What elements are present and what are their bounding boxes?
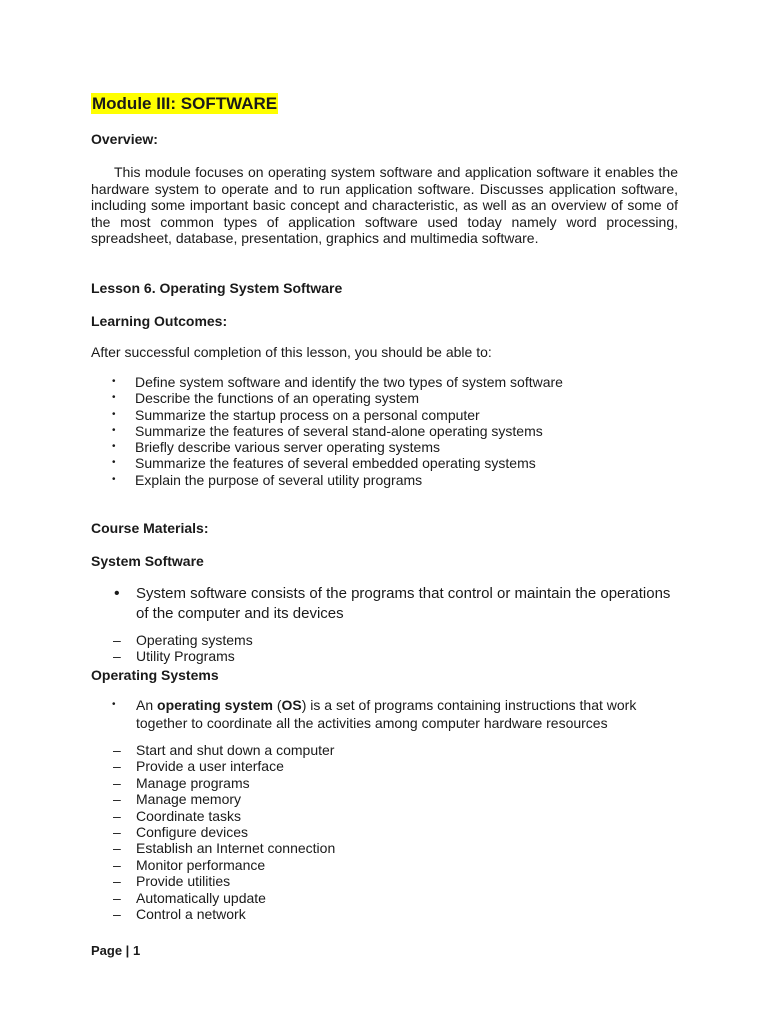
function-text: Manage programs [136, 774, 250, 791]
list-item [112, 455, 563, 471]
outcome-text: Define system software and identify the two types of system software [135, 374, 563, 390]
bullet-icon: • [112, 441, 116, 453]
dash-icon: – [113, 856, 121, 873]
list-item [113, 857, 335, 873]
os-definition-prefix: An [136, 697, 158, 713]
function-text: Provide a user interface [136, 758, 284, 775]
list-item [112, 439, 563, 455]
dash-icon: – [113, 807, 121, 824]
bullet-icon: • [112, 376, 116, 387]
list-item [112, 423, 563, 439]
list-item [113, 906, 335, 922]
system-software-types-list [113, 632, 253, 665]
list-item [113, 840, 335, 856]
os-functions-list [113, 742, 335, 922]
system-software-definition-text: System software consists of the programs that control or maintain the operations of the computer and its devices [136, 585, 671, 622]
bullet-icon: • [112, 699, 116, 710]
bullet-icon: • [112, 457, 116, 469]
list-item [112, 374, 563, 390]
page-number: 1 [132, 943, 141, 958]
function-text: Coordinate tasks [136, 807, 242, 824]
list-item [113, 758, 335, 774]
type-text: Operating systems [136, 632, 253, 648]
learning-outcomes-heading: Learning Outcomes: [91, 313, 228, 329]
dash-icon: – [113, 905, 121, 922]
outcome-text: Summarize the startup process on a personal computer [135, 406, 480, 423]
outcome-text: Briefly describe various server operating systems [135, 439, 441, 456]
bullet-icon: • [112, 408, 116, 420]
overview-paragraph: This module focuses on operating system software and application software it enables the hardware system to operate and to run application software. Discusses application software, including some important basic concept and characteristic, as well as an overview of some of the most common types of application software used today namely word processing, spreadsheet, database, presentation, graphics and multimedia software. [91, 164, 678, 246]
list-item [113, 890, 335, 906]
outcome-text: Summarize the features of several stand-alone operating systems [135, 422, 543, 439]
list-item [113, 873, 335, 889]
system-software-definition [114, 584, 684, 623]
function-text: Manage memory [136, 791, 242, 808]
os-definition [112, 696, 672, 732]
dash-icon: – [113, 873, 121, 890]
os-abbr: OS [281, 697, 302, 713]
list-item [112, 407, 563, 423]
outcomes-list [112, 374, 563, 488]
list-item [113, 648, 253, 664]
list-item [113, 632, 253, 648]
bullet-icon: • [112, 424, 116, 436]
list-item [113, 742, 335, 758]
os-paren-open: ( [272, 697, 282, 713]
dash-icon: – [113, 791, 121, 808]
overview-heading: Overview: [91, 131, 158, 147]
dash-icon: – [113, 774, 121, 791]
function-text: Monitor performance [136, 856, 266, 873]
course-materials-heading: Course Materials: [91, 520, 209, 536]
lesson-heading: Lesson 6. Operating System Software [91, 280, 343, 296]
bullet-icon: • [114, 585, 120, 602]
type-text: Utility Programs [136, 648, 235, 665]
dash-icon: – [113, 823, 121, 840]
system-software-heading: System Software [91, 553, 204, 569]
module-title: Module III: SOFTWARE [92, 94, 278, 113]
outcome-text: Summarize the features of several embedded operating systems [135, 455, 536, 472]
os-term: operating system [157, 697, 273, 713]
dash-icon: – [113, 840, 121, 857]
outcomes-intro: After successful completion of this lesson, you should be able to: [91, 344, 492, 360]
list-item [113, 791, 335, 807]
dash-icon: – [113, 648, 121, 665]
os-definition-text [136, 696, 672, 732]
page-footer [91, 943, 140, 959]
function-text: Automatically update [136, 889, 266, 906]
list-item [112, 472, 563, 488]
dash-icon: – [113, 889, 121, 906]
dash-icon: – [113, 742, 121, 758]
os-definition-rest: ) is a set of programs containing instructions that work together to coordinate all the activities among computer hardware resources [136, 697, 637, 731]
dash-icon: – [113, 758, 121, 775]
function-text: Control a network [136, 905, 246, 922]
function-text: Establish an Internet connection [136, 840, 336, 857]
list-item [113, 824, 335, 840]
bullet-icon: • [112, 392, 116, 404]
list-item [113, 775, 335, 791]
list-item [113, 808, 335, 824]
outcome-text: Explain the purpose of several utility programs [135, 471, 423, 488]
bullet-icon: • [112, 473, 116, 485]
outcome-text: Describe the functions of an operating system [135, 390, 420, 407]
function-text: Configure devices [136, 823, 249, 840]
page-label: Page | [91, 943, 133, 958]
operating-systems-heading: Operating Systems [91, 667, 219, 683]
dash-icon: – [113, 632, 121, 648]
function-text: Start and shut down a computer [136, 742, 335, 758]
function-text: Provide utilities [136, 873, 231, 890]
list-item [112, 390, 563, 406]
